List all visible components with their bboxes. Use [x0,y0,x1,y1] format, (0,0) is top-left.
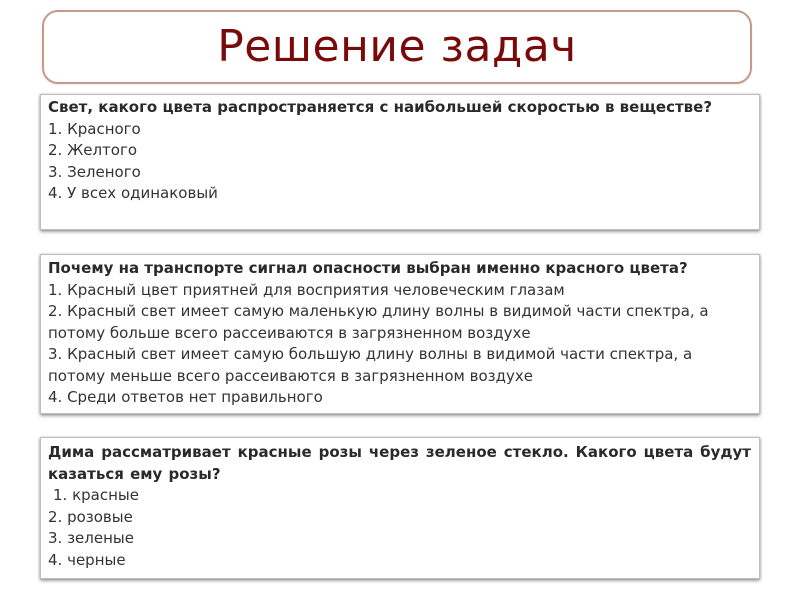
question-card-2 [40,254,760,414]
answer-option: 2. розовые [48,507,133,526]
question-card-3 [40,437,760,579]
answer-option: 2. Желтого [48,141,138,159]
answer-option: 1. Красного [48,119,141,138]
question-text: Свет, какого цвета распространяется с наибольшей скоростью в веществе? [48,98,713,116]
answer-option: 4. У всех одинаковый [48,184,218,202]
answer-option: 4. черные [48,550,126,569]
question-text: Почему на транспорте сигнал опасности выбран именно красного цвета? [48,259,688,277]
answer-option: 2. Красный свет имеет самую маленькую длину волны в видимой части спектра, а потому больше всего рассеиваются в загрязненном воздухе [48,302,709,342]
answer-option: 3. Зеленого [48,162,141,181]
page-title: Решение задач [217,20,577,72]
title-box [42,10,752,84]
question-card-1 [40,94,760,230]
answer-option: 1. красные [53,486,139,504]
answer-option: 4. Среди ответов нет правильного [48,388,323,406]
answer-option: 3. Красный свет имеет самую большую длину волны в видимой части спектра, а потому меньше всего рассеиваются в загрязненном воздухе [48,345,693,385]
answer-option: 3. зеленые [48,529,134,547]
answer-option: 1. Красный цвет приятней для восприятия человеческим глазам [48,280,565,299]
question-text: Дима рассматривает красные розы через зеленое стекло. Какого цвета будут казаться ему розы? [48,443,751,483]
